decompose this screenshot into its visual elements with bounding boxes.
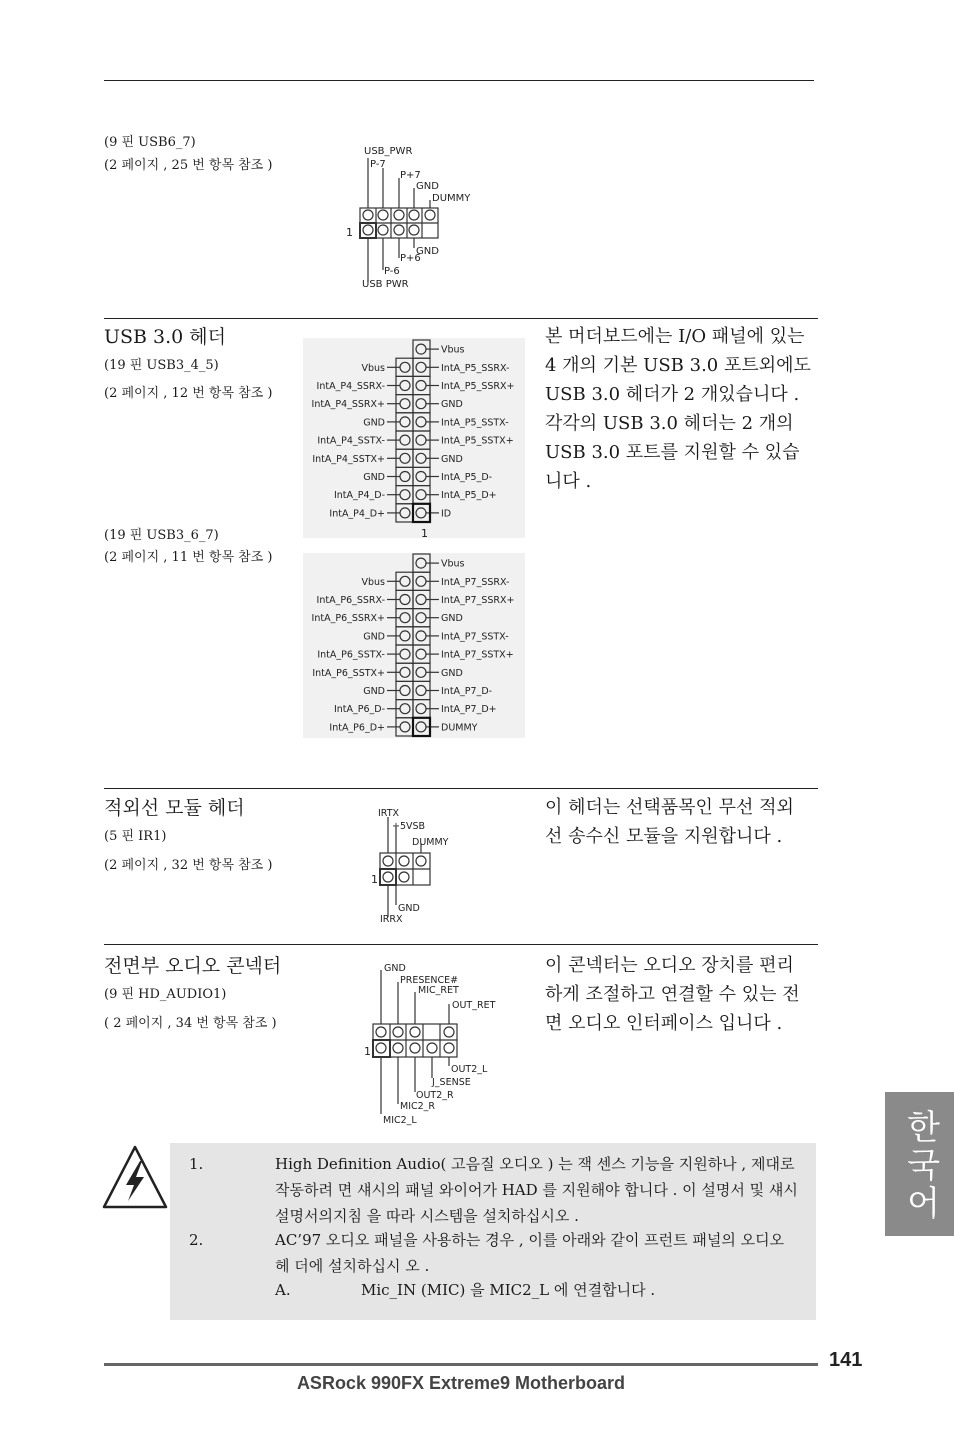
usb3-h1-right-pin [416,399,426,409]
usb3-h1-left-pin [400,490,410,500]
usb3-h1-right-label: IntA_P5_SSRX- [441,362,510,374]
usb3-h2-right-pin [416,595,426,605]
ir-pin-info: (5 핀 IR1) [104,829,167,844]
usb2-pin-one: 1 [346,226,353,239]
usb3-h2-left-pin [400,667,410,677]
note-1-number: 1. [189,1155,204,1173]
usb3-h1-right-label: ID [441,508,452,520]
usb3-h2-left-pin [400,631,410,641]
usb3-h2-right-pin [416,667,426,677]
usb3-header1-diagram [303,338,525,538]
usb3-header1-pin-one: 1 [421,527,428,540]
usb2-label-dummy: DUMMY [432,193,471,204]
usb3-h2-right-label: IntA_P7_D- [441,686,493,697]
usb3-h2-right-label: IntA_P7_SSRX- [441,576,510,588]
audio-label-j-sense: J_SENSE [432,1077,471,1088]
ir-label-irrx: IRRX [380,914,403,925]
usb3-h1-right-label: Vbus [441,344,465,356]
audio-page-ref: ( 2 페이지 , 34 번 항목 참조 ) [104,1016,277,1031]
audio-rule [104,944,818,945]
ir-title: 적외선 모듈 헤더 [104,797,245,819]
usb3-h2-right-label: GND [441,613,463,625]
audio-pin-info: (9 핀 HD_AUDIO1) [104,987,227,1002]
usb3-h1-left-pin [400,417,410,427]
usb3-h1-right-label: IntA_P5_D+ [441,490,497,502]
usb3-h1-left-label: GND [363,472,385,483]
usb3-h1-left-pin [400,508,410,518]
usb3-h2-right-pin [416,686,426,696]
notes-box [170,1143,816,1320]
language-side-tab-label: 한국어 [900,1109,940,1223]
usb3-h1-left-label: IntA_P4_SSRX+ [311,399,385,411]
note-2-text: AC’97 오디오 패널을 사용하는 경우 , 이를 아래와 같이 프런트 패널의 오디오헤 더에 설치하십시 오 . [275,1231,785,1275]
usb3-h2-left-label: Vbus [361,576,385,588]
ir-label-gnd: GND [398,903,420,914]
usb3-h1-left-label: IntA_P4_D- [333,490,385,502]
usb3-h1-left-pin [400,362,410,372]
audio-label-out2-r: OUT2_R [416,1090,454,1101]
usb3-h1-right-pin [416,490,426,500]
note-2-number: 2. [189,1231,204,1249]
audio-header-diagram [360,958,510,1130]
usb3-h2-left-pin [400,686,410,696]
usb2-pin-info: (9 핀 USB6_7) [104,135,196,150]
audio-label-out2-l: OUT2_L [451,1064,488,1075]
usb3-h2-left-pin [400,613,410,623]
usb3-h1-left-label: GND [363,417,385,429]
ir-label-irtx: IRTX [378,808,400,819]
usb3-h2-left-pin [400,722,410,732]
usb3-h2-right-pin [416,649,426,659]
ir-description: 이 헤더는 선택품목인 무선 적외선 송수신 모듈을 지원합니다 . [545,797,794,847]
usb3-h2-left-label: IntA_P6_D- [333,704,385,716]
usb3-h2-right-pin [416,704,426,714]
usb3-h2-right-pin [416,613,426,623]
usb3-h1-left-pin [400,399,410,409]
usb3-h2-left-pin [400,576,410,586]
usb3-h1-right-label: IntA_P5_D- [441,472,493,483]
ir-label-5vsb: +5VSB [392,821,426,832]
usb3-h1-left-label: IntA_P4_D+ [329,508,385,520]
audio-pin-one: 1 [364,1045,371,1058]
usb3-h1-right-pin [416,435,426,445]
usb2-label-p-6: P-6 [384,266,400,277]
usb2-label-gnd-top: GND [416,181,439,192]
note-2a-letter: A. [275,1281,291,1299]
usb3-h2-left-label: IntA_P6_SSRX- [316,595,385,606]
usb3-h1-right-pin [416,362,426,372]
usb3-h2-left-label: GND [363,631,385,643]
audio-title: 전면부 오디오 콘넥터 [104,955,282,977]
ir-pin-one: 1 [371,873,378,886]
usb3-h1-right-label: IntA_P5_SSTX- [441,417,509,429]
usb3-h2-right-label: IntA_P7_SSTX+ [441,649,514,661]
usb3-h2-right-label: IntA_P7_D+ [441,704,497,716]
usb3-h2-right-pin [416,558,426,568]
usb3-h1-left-label: IntA_P4_SSTX+ [312,453,385,465]
usb2-label-p+7: P+7 [400,170,421,181]
footer-rule [104,1363,818,1366]
usb3-header1-pin-info: (19 핀 USB3_4_5) [104,358,219,373]
usb3-header2-page-ref: (2 페이지 , 11 번 항목 참조 ) [104,550,273,565]
usb3-h1-left-pin [400,472,410,482]
audio-label-mic2-l: MIC2_L [383,1115,417,1126]
usb3-h1-right-label: IntA_P5_SSRX+ [441,381,515,392]
language-side-tab [885,1092,954,1236]
usb3-h1-left-label: IntA_P4_SSRX- [316,381,385,392]
usb3-h1-right-label: GND [441,453,463,465]
warning-icon [100,1143,170,1213]
usb3-h1-right-label: IntA_P5_SSTX+ [441,435,514,447]
ir-page-ref: (2 페이지 , 32 번 항목 참조 ) [104,858,273,873]
audio-label-mic2-r: MIC2_R [400,1101,436,1112]
usb3-h2-right-label: GND [441,667,463,679]
audio-label-gnd: GND [384,963,406,974]
note-2a-text: Mic_IN (MIC) 을 MIC2_L 에 연결합니다 . [361,1281,656,1299]
usb3-h1-left-pin [400,381,410,391]
usb3-h2-left-pin [400,595,410,605]
audio-label-out-ret: OUT_RET [452,1000,496,1011]
usb3-h2-right-label: Vbus [441,558,465,570]
ir-rule [104,788,818,789]
usb3-h1-left-pin [400,435,410,445]
usb3-h1-right-pin [416,381,426,391]
usb3-title: USB 3.0 헤더 [104,326,226,348]
usb2-label-p+6: P+6 [400,253,421,264]
ir-label-dummy: DUMMY [412,837,449,848]
usb3-h2-left-pin [400,649,410,659]
usb3-h2-right-pin [416,576,426,586]
usb3-h2-left-label: IntA_P6_SSTX- [317,649,385,661]
usb3-header1-page-ref: (2 페이지 , 12 번 항목 참조 ) [104,386,273,401]
usb3-rule [104,318,818,319]
usb3-h1-left-label: Vbus [361,362,385,374]
usb3-h2-right-label: DUMMY [441,722,478,734]
usb2-label-usb-pwr-bottom: USB PWR [362,279,409,290]
usb3-h2-left-pin [400,704,410,714]
audio-label-mic-ret: MIC_RET [418,985,459,996]
usb3-h1-right-pin [416,344,426,354]
usb3-h2-left-label: IntA_P6_SSRX+ [311,613,385,625]
usb3-h2-left-label: IntA_P6_D+ [329,722,385,734]
usb3-h1-right-pin [416,417,426,427]
usb3-h2-right-pin [416,722,426,732]
audio-label-presence: PRESENCE# [400,975,459,986]
usb3-h2-right-label: IntA_P7_SSRX+ [441,595,515,606]
usb3-h2-right-label: IntA_P7_SSTX- [441,631,509,643]
usb3-h2-left-label: IntA_P6_SSTX+ [312,667,385,679]
usb3-h1-left-label: IntA_P4_SSTX- [317,435,385,447]
audio-description: 이 콘넥터는 오디오 장치를 편리하게 조절하고 연결할 수 있는 전면 오디오 인터페이스 입니다 . [545,955,800,1034]
usb2-header-diagram [340,140,480,290]
usb3-h1-right-label: GND [441,399,463,411]
usb2-page-ref: (2 페이지 , 25 번 항목 참조 ) [104,158,273,173]
usb3-h1-right-pin [416,453,426,463]
usb3-description: 본 머더보드에는 I/O 패널에 있는 4 개의 기본 USB 3.0 포트외에도 USB 3.0 헤더가 2 개있습니다 . 각각의 USB 3.0 헤더는 2 개의 USB 3.0 포트를 지원할 수 있습니다 . [545,326,811,492]
usb3-h2-right-pin [416,631,426,641]
page-number: 141 [829,1349,863,1371]
footer-product-name: ASRock 990FX Extreme9 Motherboard [296,1373,626,1393]
usb3-h1-right-pin [416,508,426,518]
usb2-label-usb-pwr: USB_PWR [364,146,413,157]
usb3-h1-left-pin [400,453,410,463]
note-1-text: High Definition Audio( 고음질 오디오 ) 는 잭 센스 기능을 지원하나 , 제대로작동하려 면 섀시의 패널 와이어가 HAD 를 지원해야 합니다 . 이 설명서 및 섀시 설명서의지침 을 따라 시스템을 설치하십시오 . [275,1155,798,1225]
usb3-h2-left-label: GND [363,686,385,697]
usb3-header2-pin-info: (19 핀 USB3_6_7) [104,528,219,543]
top-rule [104,80,814,81]
usb3-h1-right-pin [416,472,426,482]
usb3-header2-diagram [303,553,525,738]
usb2-label-p-7: P-7 [370,159,386,170]
ir-header-diagram [368,805,478,925]
usb2-label-gnd-bottom: GND [416,246,439,257]
